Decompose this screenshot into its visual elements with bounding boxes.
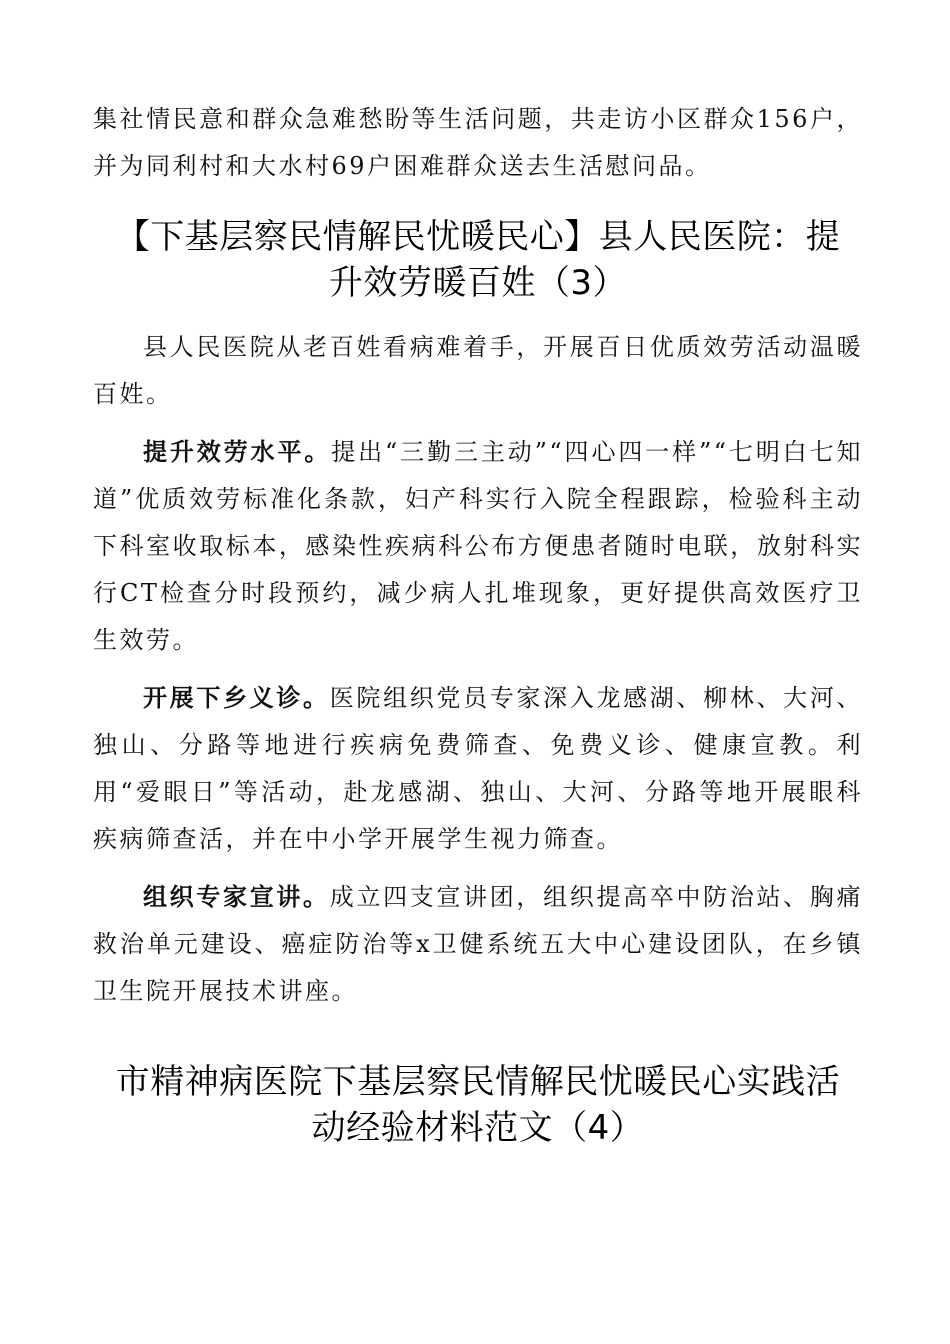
section-3-item-free-clinic <box>93 674 863 863</box>
item-text-free-clinic: 医院组织党员专家深入龙感湖、柳林、大河、独山、分路等地进行疾病免费筛查、免费义诊、健康宣教。利用“爱眼日”等活动，赴龙感湖、独山、大河、分路等地开展眼科疾病筛查活，并在中小学开展学生视力筛查。 <box>93 684 864 853</box>
document-page <box>93 96 863 1151</box>
item-text-expert-lectures: 成立四支宣讲团，组织提高卒中防治站、胸痛救治单元建设、癌症防治等x卫健系统五大中心建设团队，在乡镇卫生院开展技术讲座。 <box>93 883 864 1005</box>
item-lead-expert-lectures: 组织专家宣讲。 <box>143 882 330 911</box>
item-lead-service-level: 提升效劳水平。 <box>143 437 332 466</box>
item-lead-free-clinic: 开展下乡义诊。 <box>143 683 330 712</box>
section-3-item-expert-lectures <box>93 873 863 1015</box>
section-3-title-line-1: 【下基层察民情解民忧暖民心】县人民医院：提 <box>115 217 841 257</box>
section-4-title <box>93 1059 863 1151</box>
section-4-title-line-1: 市精神病医院下基层察民情解民忧暖民心实践活 <box>115 1062 841 1102</box>
section-3-item-service-level <box>93 428 863 664</box>
section-4-title-line-2: 动经验材料范文（4） <box>311 1108 645 1148</box>
intro-paragraph: 集社情民意和群众急难愁盼等生活问题，共走访小区群众156户，并为同利村和大水村69户困难群众送去生活慰问品。 <box>93 105 863 180</box>
section-3-title <box>93 214 863 306</box>
item-text-service-level: 提出“三勤三主动”“四心四一样”“七明白七知道”优质效劳标准化条款，妇产科实行入院全程跟踪，检验科主动下科室收取标本，感染性疾病科公布方便患者随时电联，放射科实行CT检查分时段预约，减少病人扎堆现象，更好提供高效医疗卫生效劳。 <box>93 438 863 654</box>
section-3-summary: 县人民医院从老百姓看病难着手，开展百日优质效劳活动温暖百姓。 <box>93 333 863 408</box>
section-3-title-line-2: 升效劳暖百姓（3） <box>328 263 628 303</box>
